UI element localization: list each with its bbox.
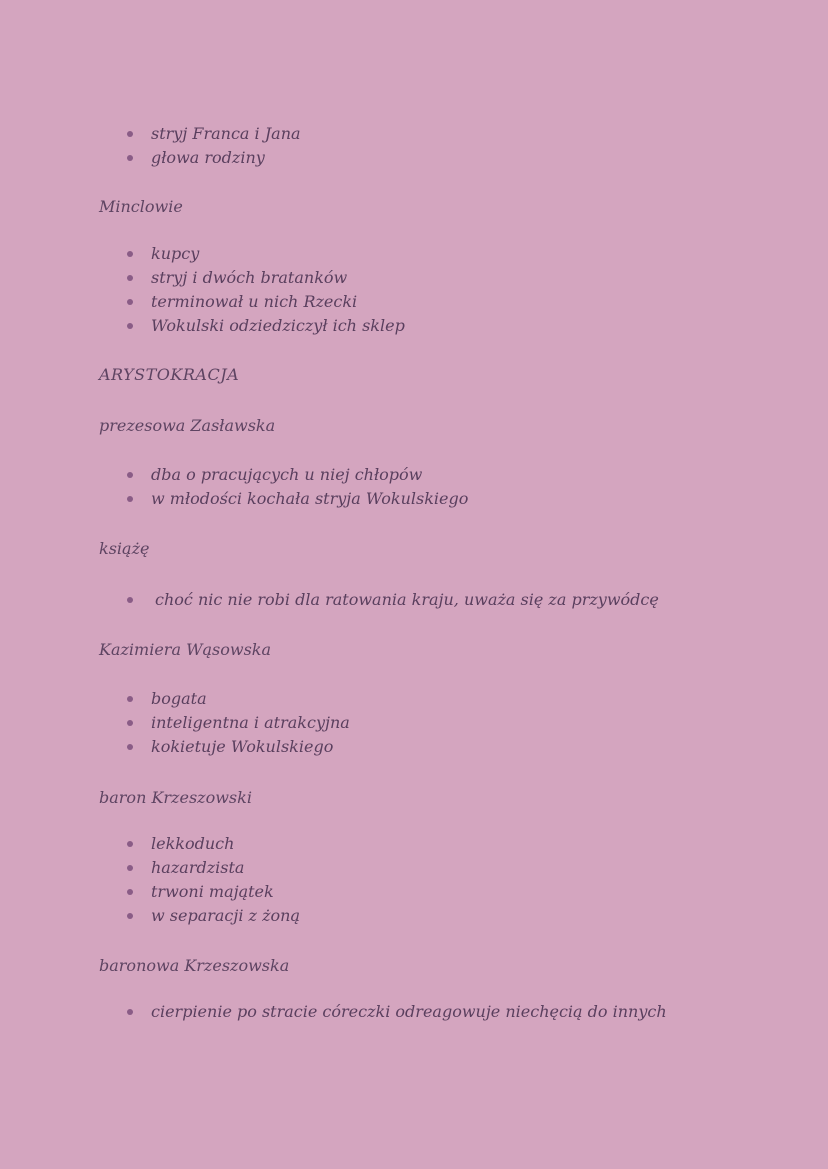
bullet-icon	[127, 299, 133, 305]
bullet-icon	[127, 889, 133, 895]
section-heading: ARYSTOKRACJA	[99, 365, 240, 384]
bullet-icon	[127, 275, 133, 281]
section-heading: książę	[99, 539, 150, 558]
section-heading: baronowa Krzeszowska	[99, 956, 290, 975]
section-heading: baron Krzeszowski	[99, 788, 252, 807]
bullet-icon	[127, 131, 133, 137]
section-heading: prezesowa Zasławska	[99, 416, 276, 435]
bullet-icon	[127, 913, 133, 919]
bullet-icon	[127, 841, 133, 847]
bullet-icon	[127, 472, 133, 478]
bullet-icon	[127, 323, 133, 329]
bullet-icon	[127, 865, 133, 871]
bullet-icon	[127, 744, 133, 750]
document-page: stryj Franca i Jana głowa rodziny Minclowie kupcy stryj i dwóch bratanków terminował u nich Rzecki Wokulski odziedziczył ich sklep ARYSTOKRACJA prezesowa Zasławska dba o pracujących u niej chłopów w młodości kochała stryja Wokulskiego książę choć nic nie robi dla ratowania kraju, uważa się za przywódcę Kazimiera Wąsowska bogata inteligentna i atrakcyjna kokietuje Wokulskiego baron Krzeszowski lekkoduch hazardzista trwoni majątek w separacji z żoną baronowa Krzeszowska cierpienie po stracie córeczki odreagowuje niechęcią do innych	[99, 124, 667, 1021]
bullet-icon	[127, 251, 133, 257]
section-heading: Kazimiera Wąsowska	[99, 640, 272, 659]
bullet-icon	[127, 597, 133, 603]
bullet-icon	[127, 1009, 133, 1015]
bullet-icon	[127, 155, 133, 161]
bullet-icon	[127, 696, 133, 702]
section-heading: Minclowie	[99, 197, 183, 216]
bullet-icon	[127, 496, 133, 502]
bullet-icon	[127, 720, 133, 726]
